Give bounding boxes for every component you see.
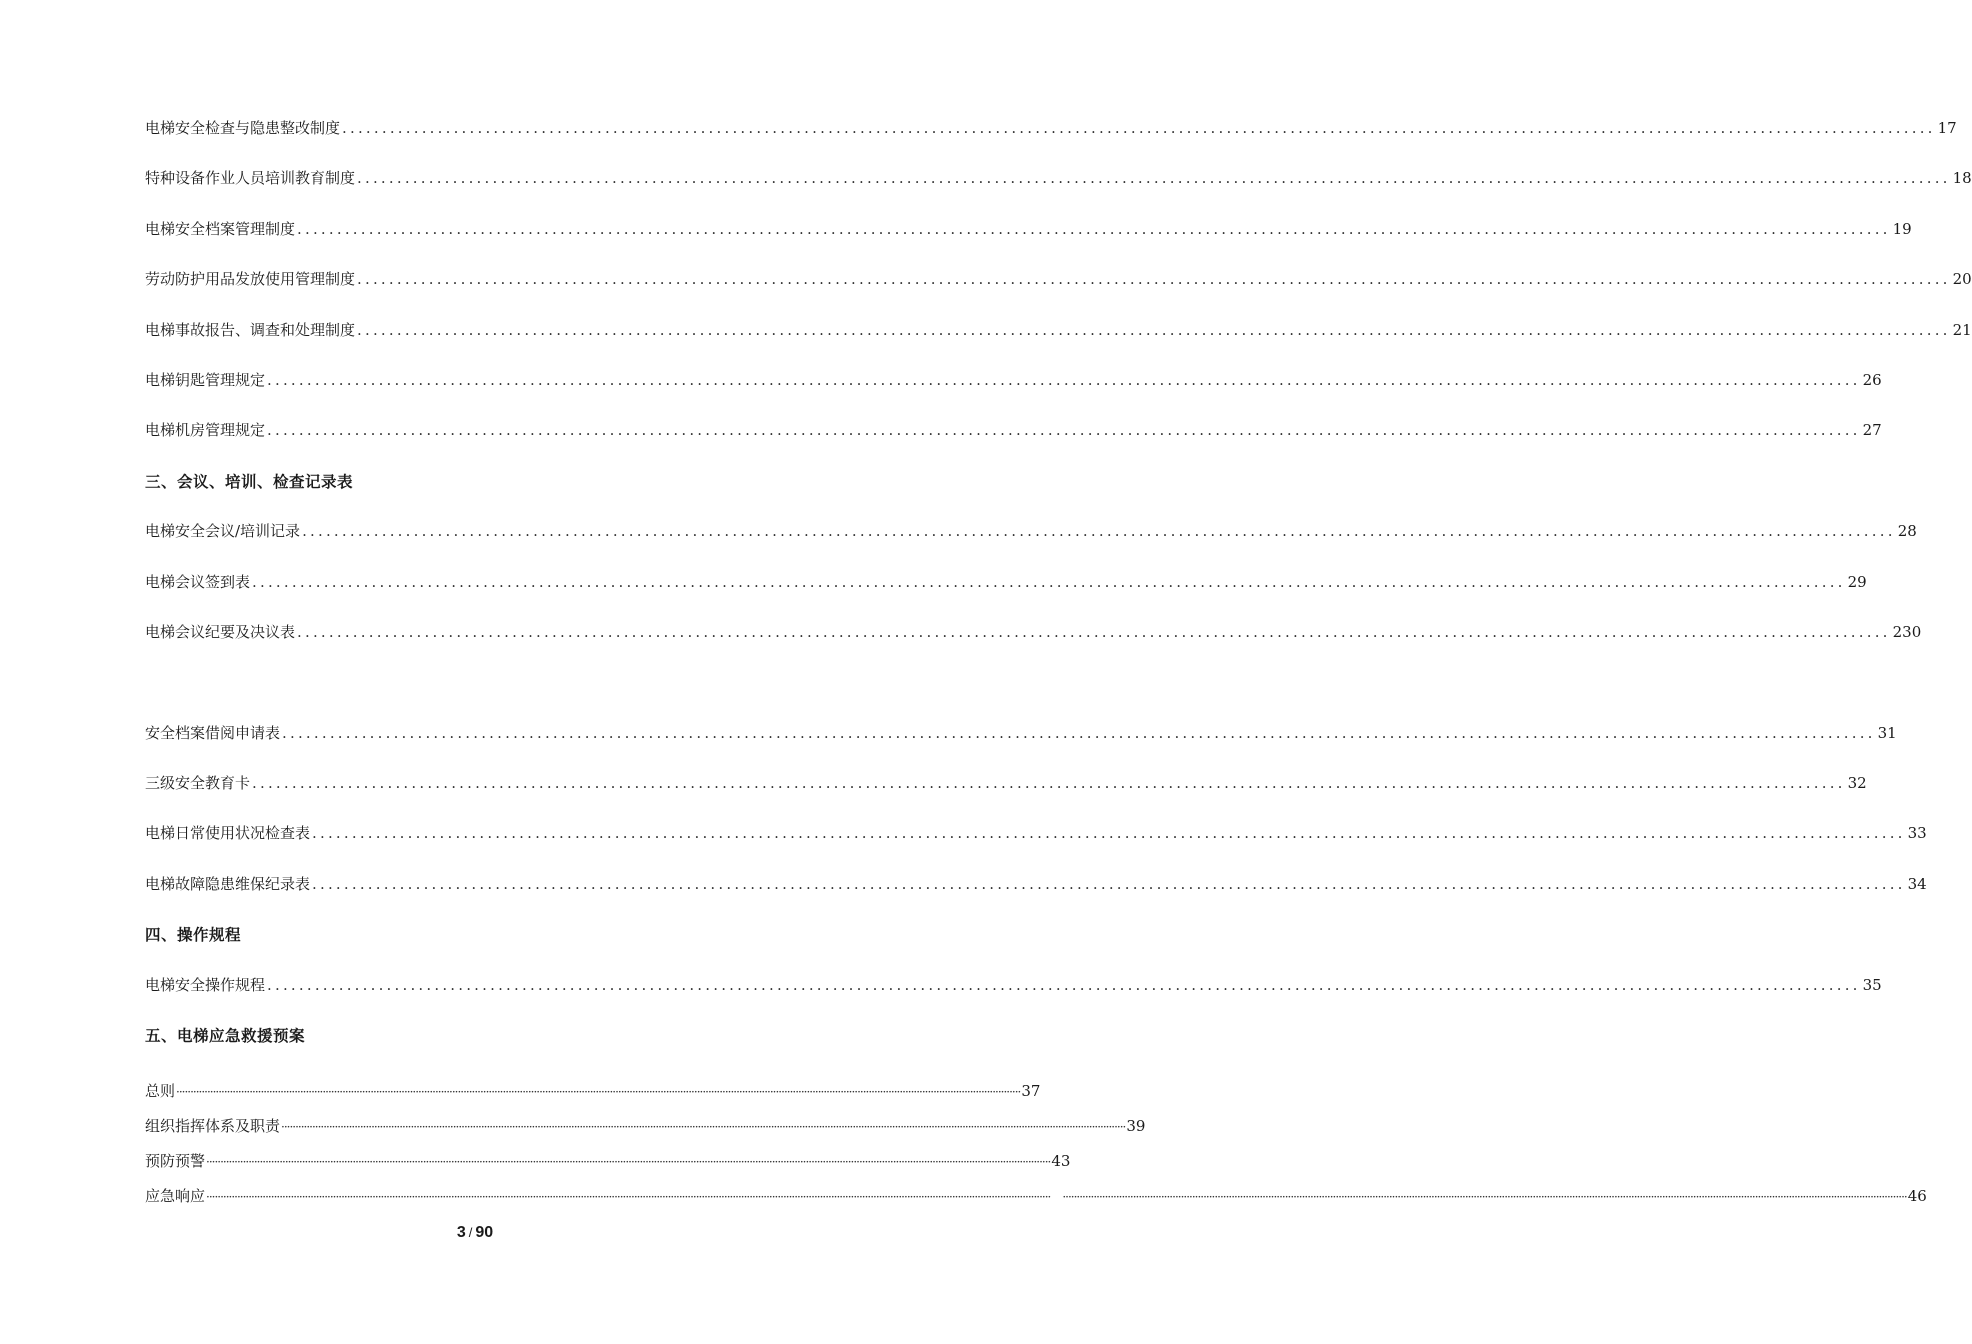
toc-leader-dots: ........................................................................................................................................................................................................ — [267, 975, 1861, 994]
toc-entry-label: 电梯钥匙管理规定 — [145, 370, 266, 389]
toc-entry-label: 电梯会议签到表 — [145, 572, 251, 591]
toc-section-heading — [145, 923, 808, 973]
toc-entry-page: 37 — [1021, 1082, 1041, 1100]
toc-entry-page: 32 — [1847, 774, 1867, 793]
toc-leader-dots: ........................................................................................................................................................................................................ — [357, 169, 1951, 188]
toc-entry — [145, 621, 1922, 671]
toc-leader-dots: ........................................................................................................................................................................................................ — [312, 874, 1906, 893]
toc-section-label: 三、会议、培训、检查记录表 — [145, 471, 354, 491]
toc-section-label: 四、操作规程 — [145, 925, 242, 945]
toc-entry — [145, 268, 1972, 318]
toc-entry-page: 46 — [1907, 1187, 1927, 1205]
toc-leader-dots: ············································································································································································································································································································ — [176, 1085, 1021, 1099]
page-separator: / — [468, 1225, 473, 1240]
toc-entry-label: 应急响应 — [145, 1187, 206, 1205]
table-of-contents — [145, 117, 1972, 1074]
toc-entry-label: 电梯安全检查与隐患整改制度 — [145, 119, 341, 137]
toc-entry-label: 三级安全教育卡 — [145, 774, 251, 793]
toc-leader-dots: ........................................................................................................................................................................................................ — [357, 270, 1951, 289]
page-number — [0, 1224, 950, 1242]
toc-entry-page: 31 — [1877, 723, 1897, 742]
toc-entry-page: 17 — [1937, 119, 1957, 137]
toc-entry-label: 电梯安全档案管理制度 — [145, 219, 296, 238]
table-of-contents-dense — [145, 1080, 1927, 1220]
toc-leader-dots: ........................................................................................................................................................................................................ — [312, 824, 1906, 843]
toc-leader-dots: ············································································································································································································································································································ — [206, 1155, 1051, 1169]
toc-entry-label: 电梯安全操作规程 — [145, 975, 266, 994]
toc-entry-page: 29 — [1847, 572, 1867, 591]
toc-entry-page: 19 — [1892, 219, 1912, 238]
toc-entry — [145, 571, 1867, 621]
toc-entry-label: 电梯故障隐患维保纪录表 — [145, 874, 311, 893]
toc-entry — [145, 218, 1912, 268]
toc-entry-label: 电梯机房管理规定 — [145, 421, 266, 440]
toc-section-label: 五、电梯应急救援预案 — [145, 1026, 306, 1046]
toc-entry — [145, 369, 1882, 419]
toc-section-heading — [145, 470, 808, 520]
toc-entry-page: 34 — [1907, 874, 1927, 893]
toc-leader-dots: ........................................................................................................................................................................................................ — [297, 622, 1891, 641]
toc-leader-dots: ........................................................................................................................................................................................................ — [282, 723, 1876, 742]
toc-entry-page: 35 — [1862, 975, 1882, 994]
toc-entry — [145, 520, 1917, 570]
toc-leader-dots: ........................................................................................................................................................................................................ — [252, 774, 1846, 793]
toc-entry-label: 电梯会议纪要及决议表 — [145, 622, 296, 641]
toc-leader-dots: ........................................................................................................................................................................................................ — [302, 522, 1896, 541]
toc-entry-page: 20 — [1952, 270, 1972, 289]
toc-entry-page: 33 — [1907, 824, 1927, 843]
toc-entry-label: 组织指挥体系及职责 — [145, 1117, 281, 1135]
toc-entry — [145, 319, 1972, 369]
toc-leader-dots: ············································································································································································································································································································ — [281, 1120, 1126, 1134]
toc-entry — [145, 167, 1972, 217]
toc-leader-dots: ........................................................................................................................................................................................................ — [252, 572, 1846, 591]
toc-leader-dots: ············································································································································································································································································································ — [1062, 1190, 1907, 1204]
toc-leader-dots: ........................................................................................................................................................................................................ — [267, 421, 1861, 440]
toc-entry — [145, 974, 1882, 1024]
toc-entry-label: 劳动防护用品发放使用管理制度 — [145, 270, 356, 289]
toc-entry — [145, 772, 1867, 822]
toc-entry — [145, 1115, 1146, 1150]
toc-entry-label: 特种设备作业人员培训教育制度 — [145, 169, 356, 188]
toc-entry-label: 电梯日常使用状况检查表 — [145, 824, 311, 843]
toc-leader-dots: ············································································································································································································································································································ — [206, 1190, 1051, 1204]
toc-entry — [145, 873, 1927, 923]
toc-entry — [145, 117, 1957, 167]
toc-entry-page: 21 — [1952, 320, 1972, 339]
toc-entry-page: 27 — [1862, 421, 1882, 440]
toc-leader-dots: ........................................................................................................................................................................................................ — [357, 320, 1951, 339]
toc-entry-label: 安全档案借阅申请表 — [145, 723, 281, 742]
toc-entry — [145, 822, 1927, 872]
toc-entry-page: 230 — [1892, 622, 1922, 641]
toc-entry — [145, 1080, 1041, 1115]
toc-entry-label: 总则 — [145, 1082, 176, 1100]
toc-entry-page: 39 — [1126, 1117, 1146, 1135]
toc-entry-label: 电梯安全会议/培训记录 — [145, 522, 301, 541]
toc-entry-page: 26 — [1862, 370, 1882, 389]
page-total: 90 — [475, 1224, 494, 1241]
toc-entry-label: 电梯事故报告、调查和处理制度 — [145, 320, 356, 339]
toc-leader-dots: ........................................................................................................................................................................................................ — [267, 370, 1861, 389]
toc-spacer — [145, 671, 808, 721]
toc-leader-dots: ........................................................................................................................................................................................................ — [342, 119, 1936, 137]
toc-entry-page: 18 — [1952, 169, 1972, 188]
toc-section-heading — [145, 1024, 808, 1074]
toc-entry — [145, 1185, 1927, 1220]
toc-entry — [145, 722, 1897, 772]
toc-entry-page: 28 — [1897, 522, 1917, 541]
toc-entry-page: 43 — [1051, 1152, 1071, 1170]
toc-leader-dots: ........................................................................................................................................................................................................ — [297, 219, 1891, 238]
toc-entry — [145, 1150, 1071, 1185]
page-current: 3 — [456, 1224, 466, 1241]
toc-entry — [145, 419, 1882, 469]
toc-entry-label: 预防预警 — [145, 1152, 206, 1170]
